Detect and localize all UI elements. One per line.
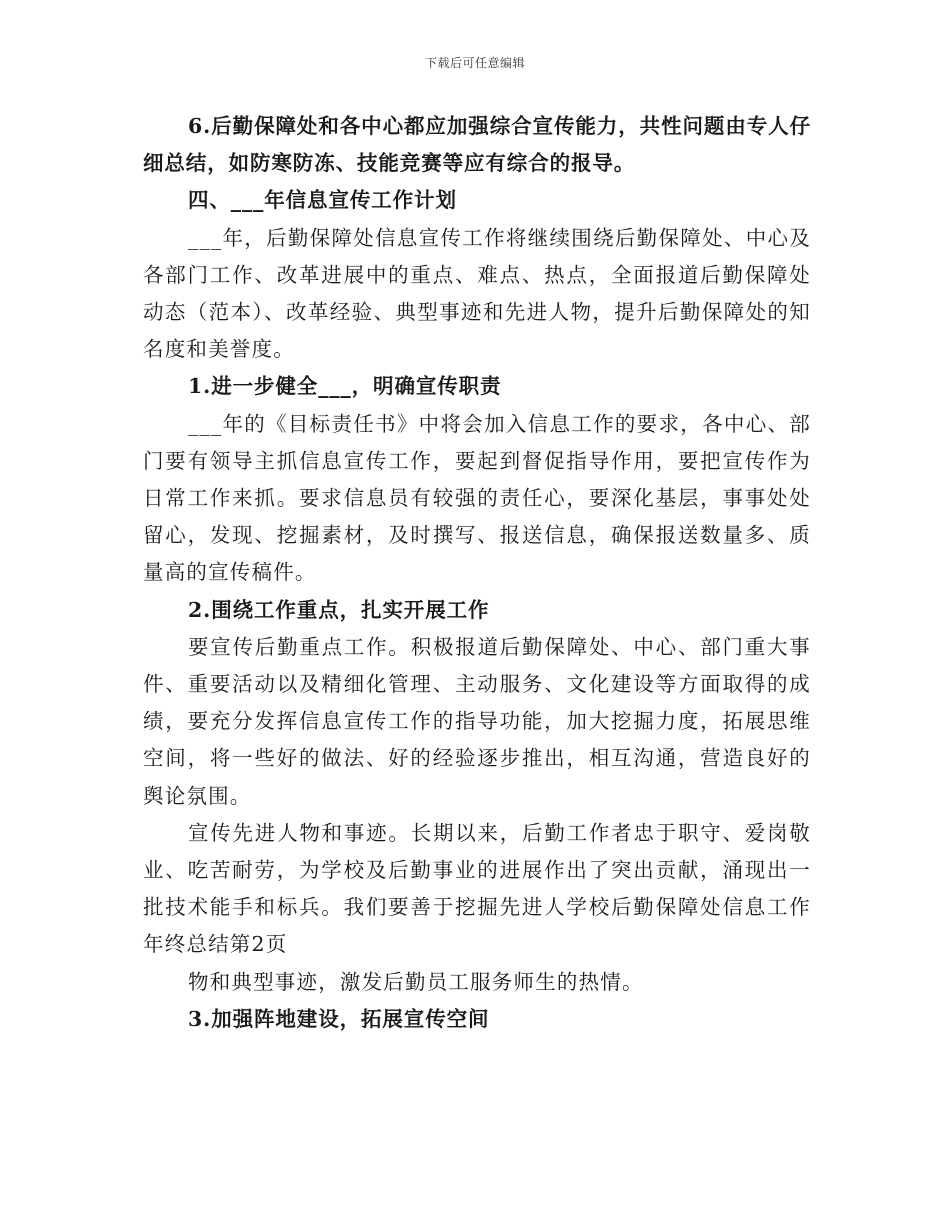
document-body (143, 108, 811, 1038)
subheading-3: 3.加强阵地建设，拓展宣传空间 (188, 1006, 490, 1031)
paragraph-responsibility: ___年的《目标责任书》中将会加入信息工作的要求，各中心、部门要有领导主抓信息宣传工作，要起到督促指导作用，要把宣传作为日常工作来抓。要求信息员有较强的责任心，要深化基层，事事处处留心，发现、挖掘素材，及时撰写、报送信息，确保报送数量多、质量高的宣传稿件。 (143, 411, 811, 585)
subheading-1: 1.进一步健全___，明确宣传职责 (188, 374, 502, 399)
paragraph-typical-deeds: 物和典型事迹，激发后勤员工服务师生的热情。 (188, 969, 644, 994)
subheading-2: 2.围绕工作重点，扎实开展工作 (188, 597, 490, 622)
paragraph-plan-intro: ___年，后勤保障处信息宣传工作将继续围绕后勤保障处、中心及各部门工作、改革进展中的重点、难点、热点，全面报道后勤保障处动态（范本）、改革经验、典型事迹和先进人物，提升后勤保障处的知名度和美誉度。 (143, 225, 811, 362)
paragraph-key-work: 要宣传后勤重点工作。积极报道后勤保障处、中心、部门重大事件、重要活动以及精细化管理、主动服务、文化建设等方面取得的成绩，要充分发挥信息宣传工作的指导功能，加大挖掘力度，拓展思维空间，将一些好的做法、好的经验逐步推出，相互沟通，营造良好的舆论氛围。 (143, 634, 811, 808)
paragraph-item-6: 6.后勤保障处和各中心都应加强综合宣传能力，共性问题由专人仔细总结，如防寒防冻、技能竞赛等应有综合的报导。 (143, 114, 811, 176)
paragraph-advanced-people: 宣传先进人物和事迹。长期以来，后勤工作者忠于职守、爱岗敬业、吃苦耐劳，为学校及后勤事业的进展作出了突出贡献，涌现出一批技术能手和标兵。我们要善于挖掘先进人学校后勤保障处信息工作年终总结第2页 (143, 820, 811, 957)
section-heading-4: 四、___年信息宣传工作计划 (188, 188, 457, 213)
header-note: 下载后可任意编辑 (424, 56, 525, 70)
